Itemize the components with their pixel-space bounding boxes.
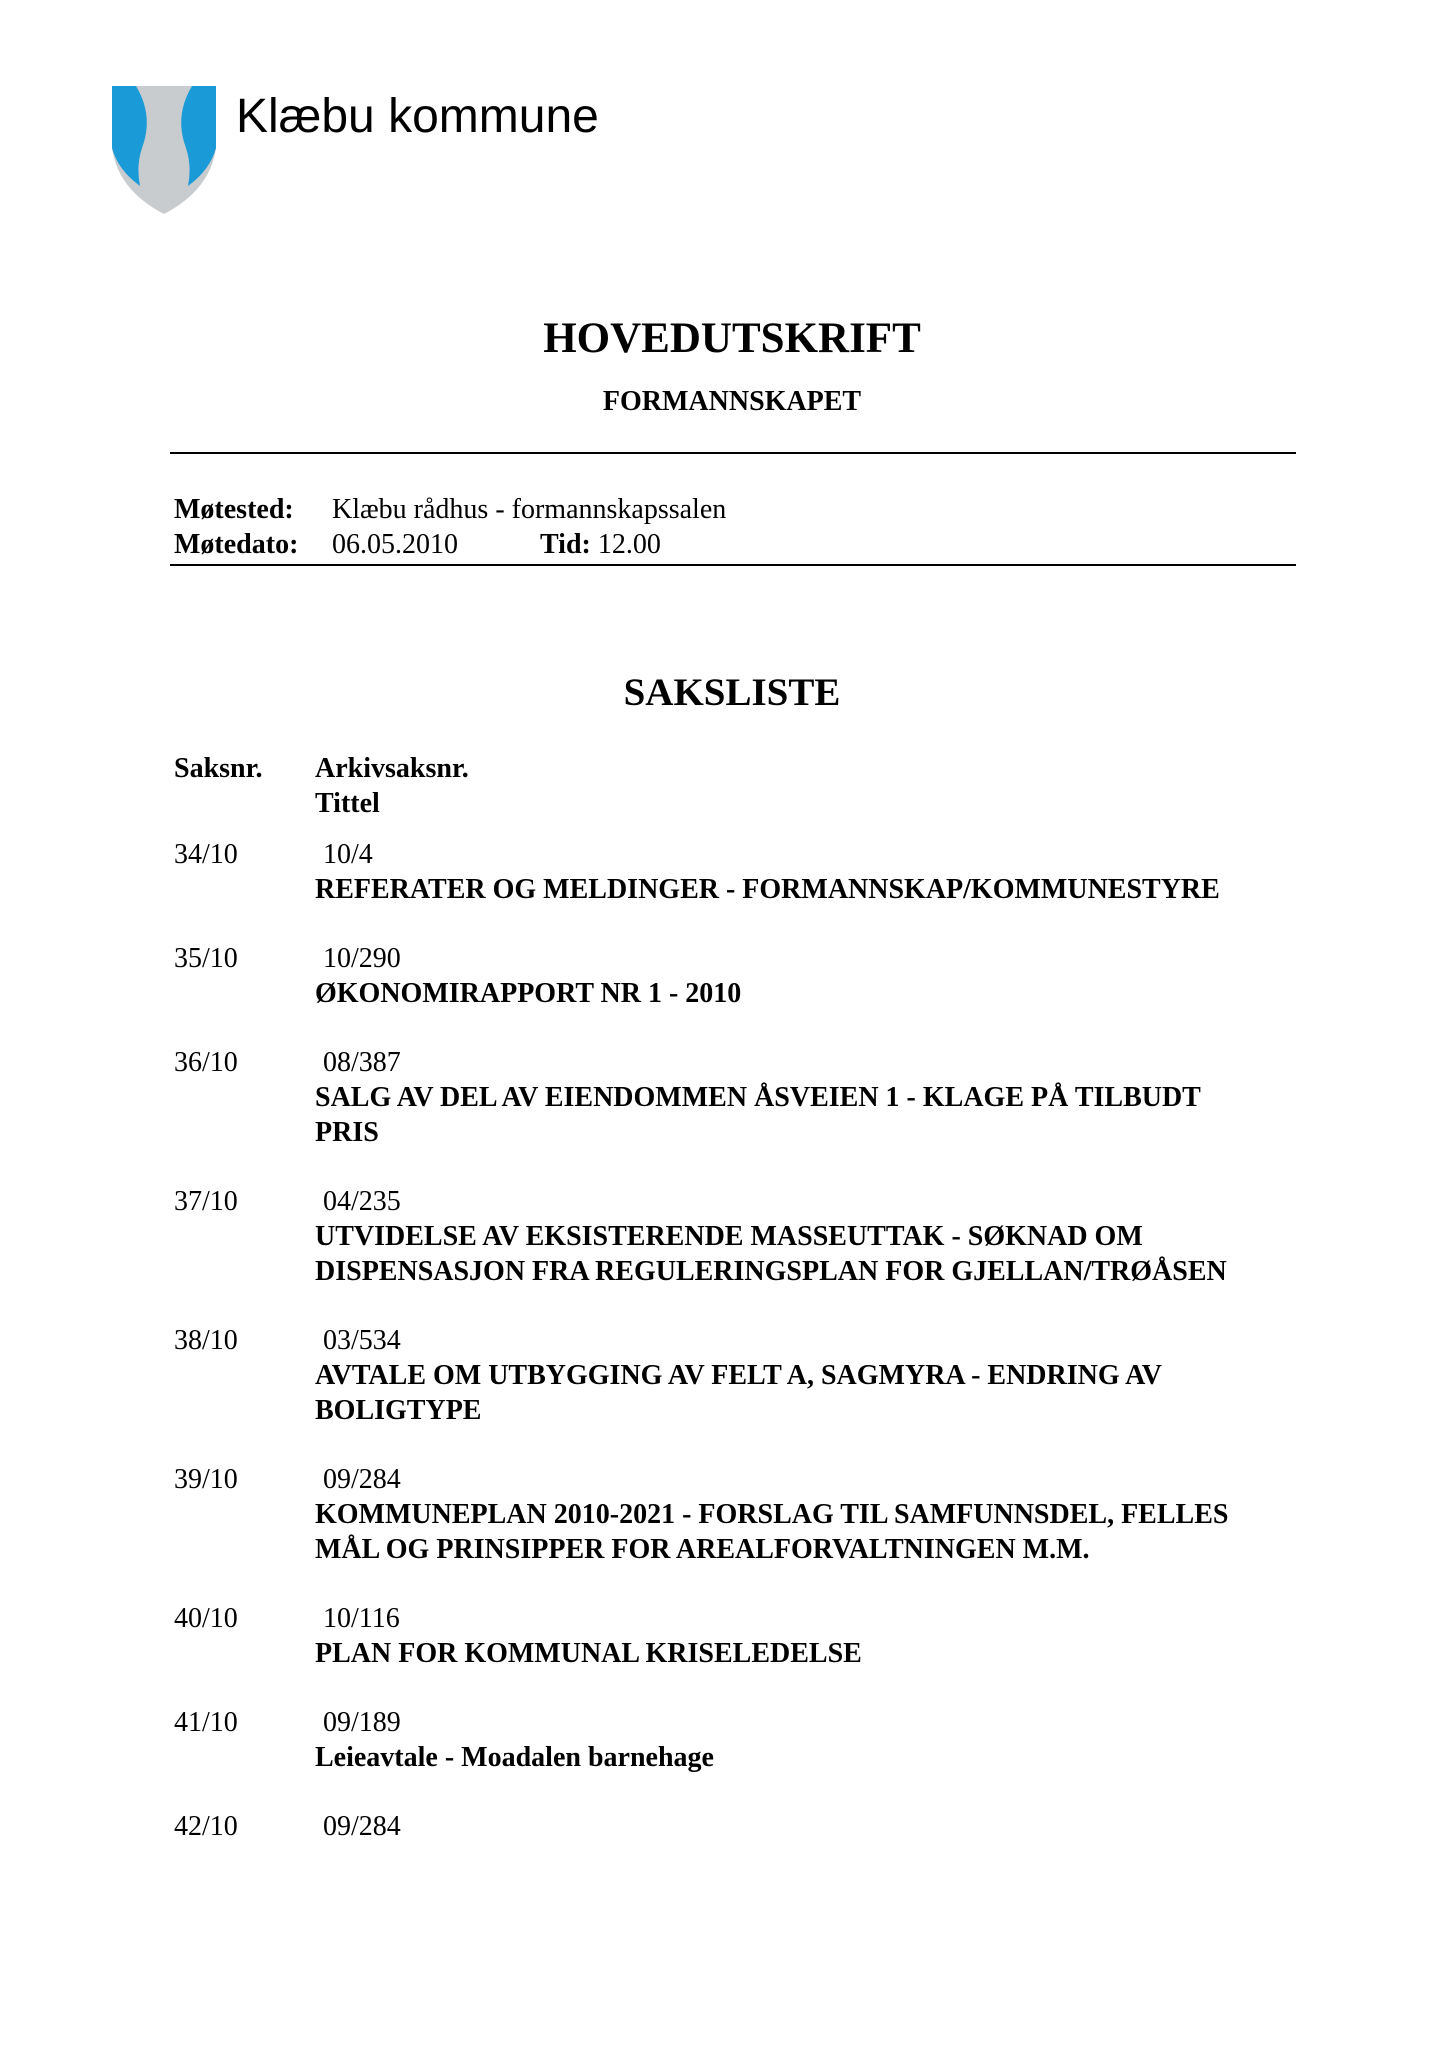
case-title [315,1740,1315,1775]
case-title [315,1636,1315,1671]
case-title-line: AVTALE OM UTBYGGING AV FELT A, SAGMYRA - ENDRING AV [315,1360,1162,1391]
case-number: 39/10 [174,1464,238,1495]
divider [170,452,1296,454]
case-archive-number: 04/235 [323,1186,401,1217]
meeting-time-label: Tid: [540,529,591,560]
case-number: 38/10 [174,1325,238,1356]
case-archive-number: 10/4 [323,839,373,870]
case-number: 35/10 [174,943,238,974]
document-subtitle: FORMANNSKAPET [602,386,862,417]
case-title-line: BOLIGTYPE [315,1395,482,1426]
case-title [315,872,1315,907]
agenda-title: SAKSLISTE [623,671,841,714]
case-archive-number: 09/284 [323,1464,401,1495]
coat-of-arms-shield-icon [112,86,216,214]
case-title-line: DISPENSASJON FRA REGULERINGSPLAN FOR GJELLAN/TRØÅSEN [315,1256,1227,1287]
case-title-line: UTVIDELSE AV EKSISTERENDE MASSEUTTAK - SØKNAD OM [315,1221,1143,1252]
case-archive-number: 10/116 [323,1603,400,1634]
case-title-line: MÅL OG PRINSIPPER FOR AREALFORVALTNINGEN M.M. [315,1534,1090,1565]
case-title [315,1358,1315,1428]
case-number: 40/10 [174,1603,238,1634]
case-archive-number: 08/387 [323,1047,401,1078]
case-archive-number: 09/284 [323,1811,401,1842]
column-header-saksnr: Saksnr. [174,753,263,784]
case-title [315,976,1315,1011]
meeting-place-label: Møtested: [174,494,294,525]
column-header-arkivsaksnr: Arkivsaksnr. [315,753,469,784]
meeting-place-value: Klæbu rådhus - formannskapssalen [332,494,727,525]
meeting-date-row [174,528,661,562]
case-number: 34/10 [174,839,238,870]
meeting-place-row [174,493,726,527]
case-archive-number: 03/534 [323,1325,401,1356]
case-number: 41/10 [174,1707,238,1738]
case-title-line: KOMMUNEPLAN 2010-2021 - FORSLAG TIL SAMFUNNSDEL, FELLES [315,1499,1229,1530]
case-title-line: SALG AV DEL AV EIENDOMMEN ÅSVEIEN 1 - KLAGE PÅ TILBUDT [315,1082,1201,1113]
divider [170,564,1296,566]
column-header-tittel: Tittel [315,788,380,819]
case-number: 42/10 [174,1811,238,1842]
case-archive-number: 10/290 [323,943,401,974]
case-title-line: PLAN FOR KOMMUNAL KRISELEDELSE [315,1638,862,1669]
case-title-line: Leieavtale - Moadalen barnehage [315,1742,714,1773]
meeting-date-label: Møtedato: [174,529,299,560]
case-title-line: ØKONOMIRAPPORT NR 1 - 2010 [315,978,742,1009]
case-title [315,1219,1315,1289]
meeting-time-value: 12.00 [597,529,661,560]
case-title [315,1080,1315,1150]
case-title [315,1497,1315,1567]
case-title-line: REFERATER OG MELDINGER - FORMANNSKAP/KOMMUNESTYRE [315,874,1220,905]
document-title: HOVEDUTSKRIFT [543,315,921,362]
case-number: 37/10 [174,1186,238,1217]
case-archive-number: 09/189 [323,1707,401,1738]
meeting-date-value: 06.05.2010 [332,529,458,560]
org-name: Klæbu kommune [236,90,599,143]
case-number: 36/10 [174,1047,238,1078]
case-title-line: PRIS [315,1117,379,1148]
